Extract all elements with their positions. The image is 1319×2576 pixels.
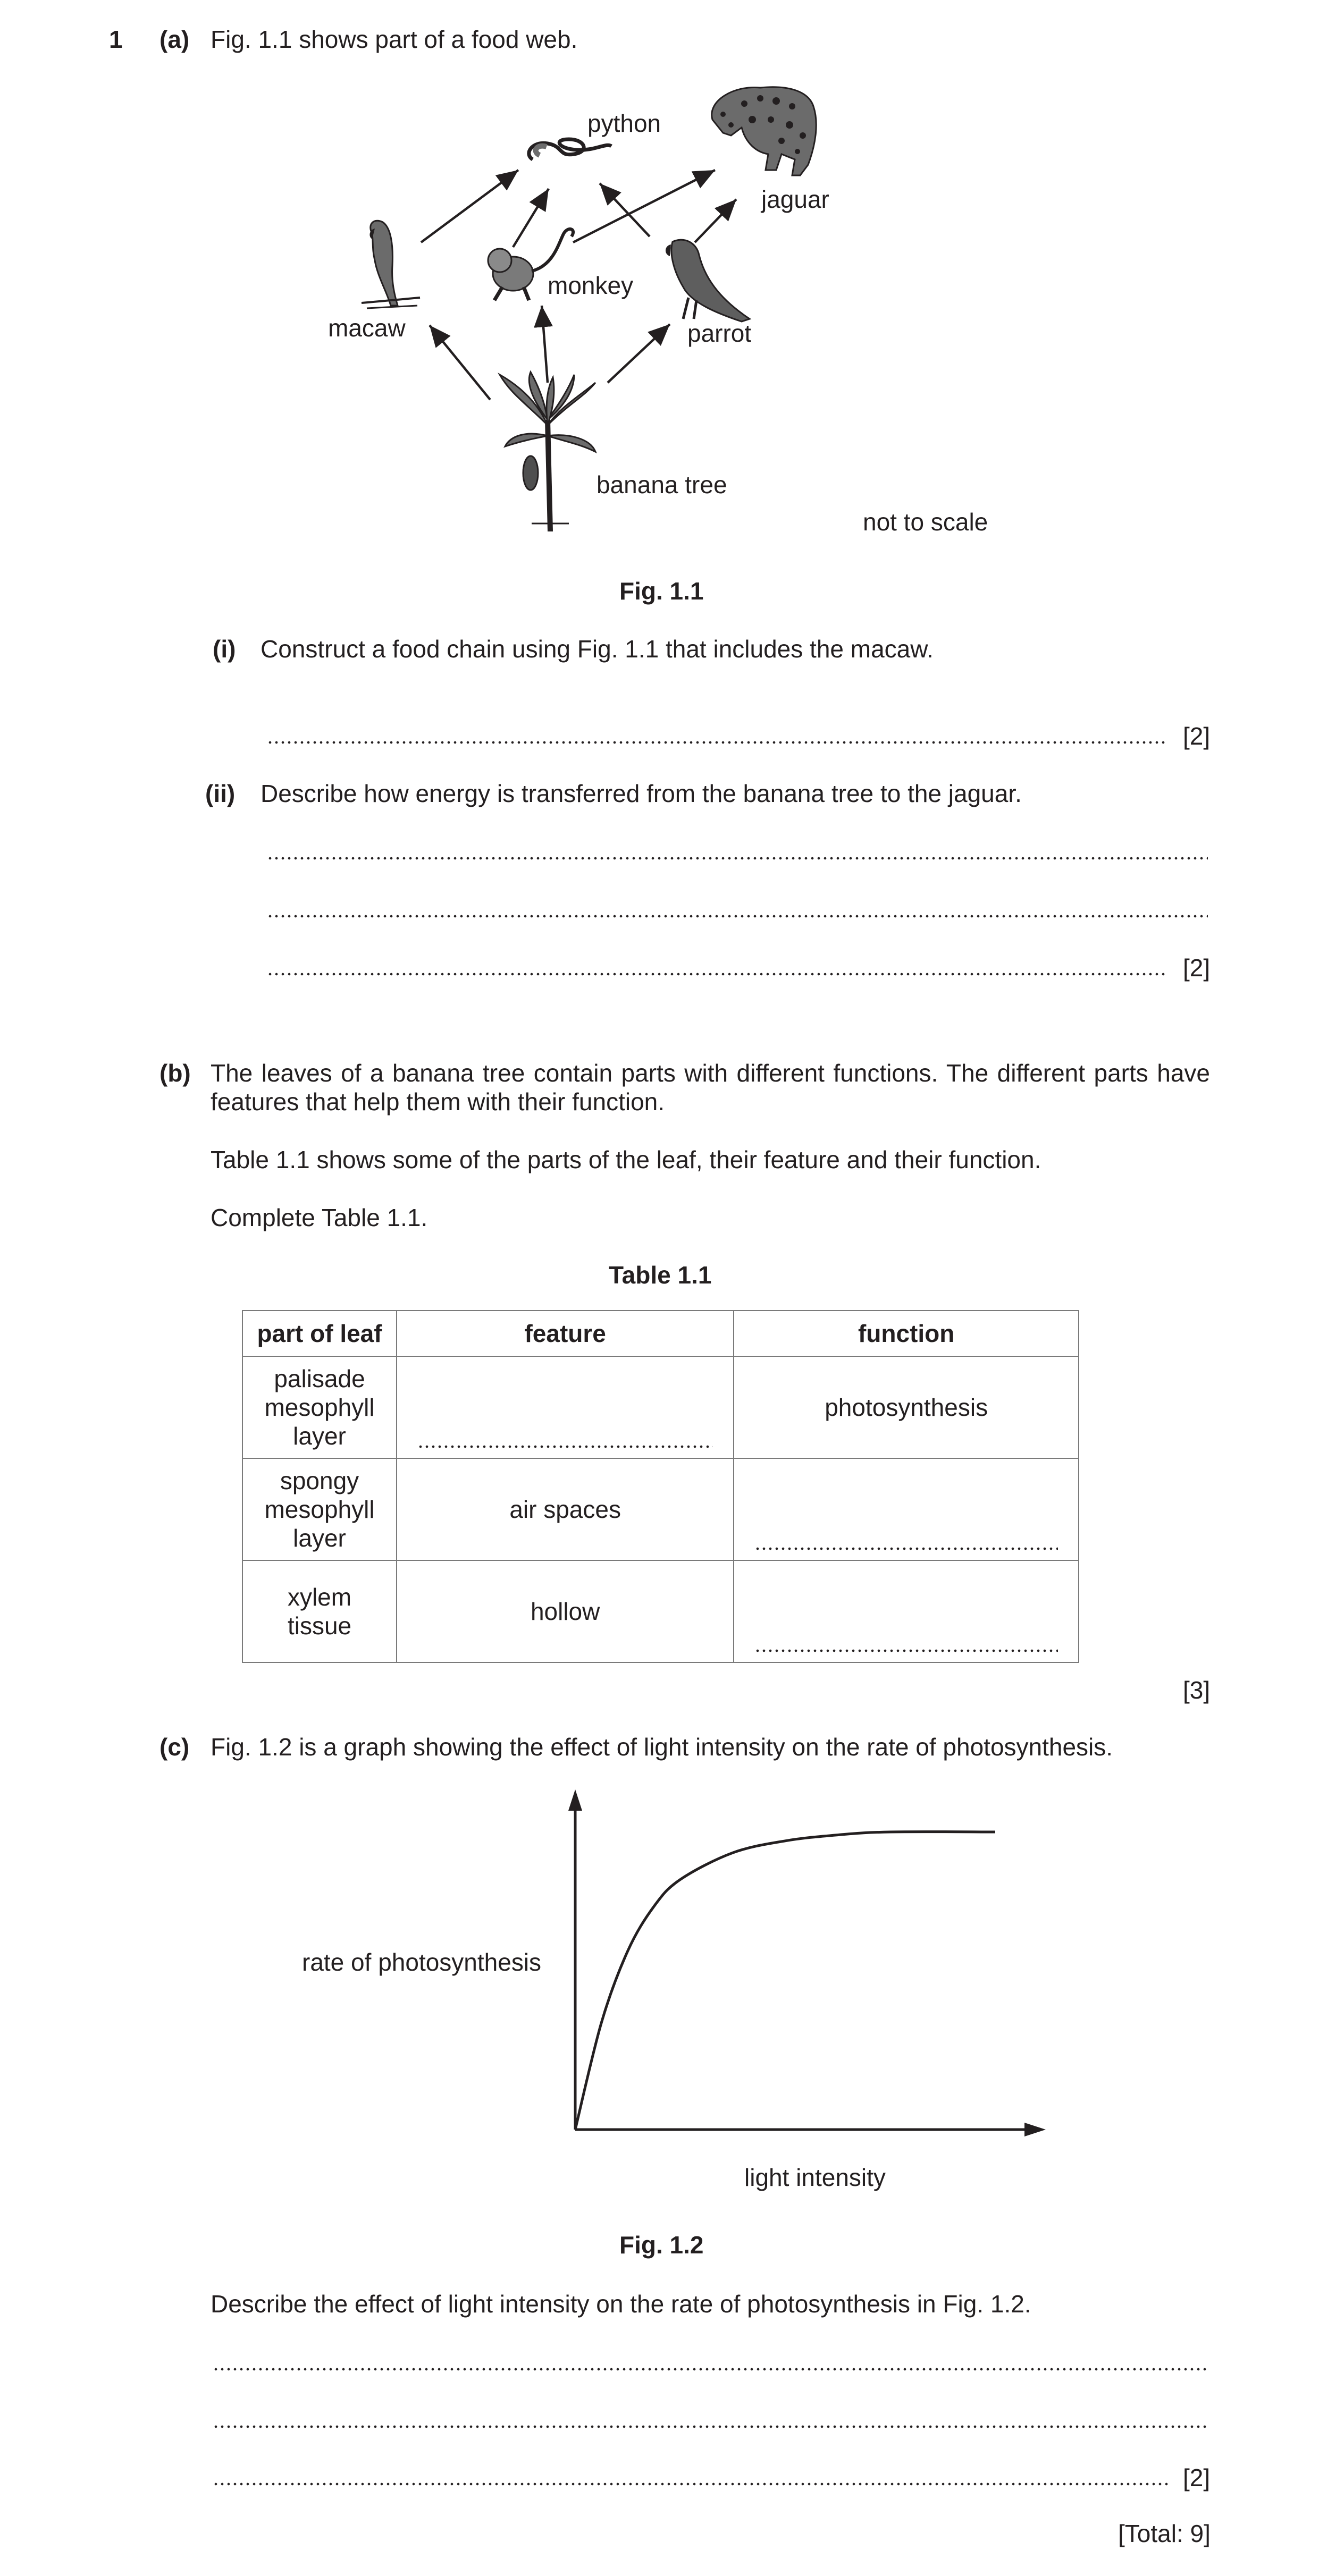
y-axis-arrowhead: [568, 1789, 582, 1811]
label-python: python: [587, 109, 661, 137]
header-part-of-leaf: part of leaf: [242, 1311, 397, 1356]
answer-line-c-2[interactable]: [213, 2425, 1208, 2428]
part-c-label: (c): [159, 1733, 190, 1761]
sub-ii-label: (ii): [205, 780, 236, 807]
part-c-question: Describe the effect of light intensity on the rate of photosynthesis in Fig. 1.2.: [211, 2290, 1031, 2318]
total-marks: [Total: 9]: [1118, 2520, 1211, 2547]
figure-1-1-caption: Fig. 1.1: [619, 577, 704, 605]
part-b-label: (b): [159, 1059, 191, 1087]
label-monkey: monkey: [548, 272, 634, 299]
cell-feature: air spaces: [397, 1458, 734, 1560]
part-c-marks: [2]: [1183, 2464, 1211, 2491]
table-1-1-title: Table 1.1: [609, 1261, 712, 1289]
label-banana-tree: banana tree: [597, 471, 727, 499]
x-axis-arrowhead: [1024, 2123, 1046, 2136]
header-function: function: [734, 1311, 1079, 1356]
cell-feature: hollow: [397, 1560, 734, 1662]
part-a-label: (a): [159, 26, 190, 53]
sub-i-label: (i): [213, 635, 236, 663]
y-axis-label: rate of photosynthesis: [302, 1948, 542, 1976]
part-b-text-2: Table 1.1 shows some of the parts of the leaf, their feature and their function.: [211, 1146, 1041, 1173]
sub-ii-question: Describe how energy is transferred from the banana tree to the jaguar.: [261, 780, 1022, 807]
part-a-intro: Fig. 1.1 shows part of a food web.: [211, 26, 578, 53]
photosynthesis-rate-curve: [575, 1832, 995, 2130]
part-c-intro: Fig. 1.2 is a graph showing the effect of light intensity on the rate of photosynthesis.: [211, 1733, 1113, 1761]
part-b-marks: [3]: [1183, 1676, 1211, 1704]
sub-ii-marks: [2]: [1183, 954, 1211, 982]
figure-1-2-caption: Fig. 1.2: [619, 2231, 704, 2259]
label-parrot: parrot: [687, 319, 752, 347]
cell-function: photosynthesis: [734, 1356, 1079, 1458]
part-b-instruction: Complete Table 1.1.: [211, 1204, 428, 1231]
cell-part: xylem tissue: [242, 1560, 397, 1662]
sub-i-question: Construct a food chain using Fig. 1.1 that includes the macaw.: [261, 635, 934, 663]
label-macaw: macaw: [328, 314, 406, 342]
answer-line-c-3[interactable]: [213, 2482, 1168, 2486]
cell-part: palisade mesophyll layer: [242, 1356, 397, 1458]
sub-i-marks: [2]: [1183, 722, 1211, 750]
part-b-text-1: The leaves of a banana tree contain parts with different functions. The different parts have features that help them with their function.: [211, 1059, 1210, 1116]
cell-part: spongy mesophyll layer: [242, 1458, 397, 1560]
header-feature: feature: [397, 1311, 734, 1356]
answer-line-c-1[interactable]: [213, 2368, 1208, 2371]
x-axis-label: light intensity: [744, 2164, 886, 2191]
label-jaguar: jaguar: [761, 185, 829, 213]
question-number: 1: [109, 26, 123, 53]
not-to-scale-note: not to scale: [863, 508, 988, 536]
